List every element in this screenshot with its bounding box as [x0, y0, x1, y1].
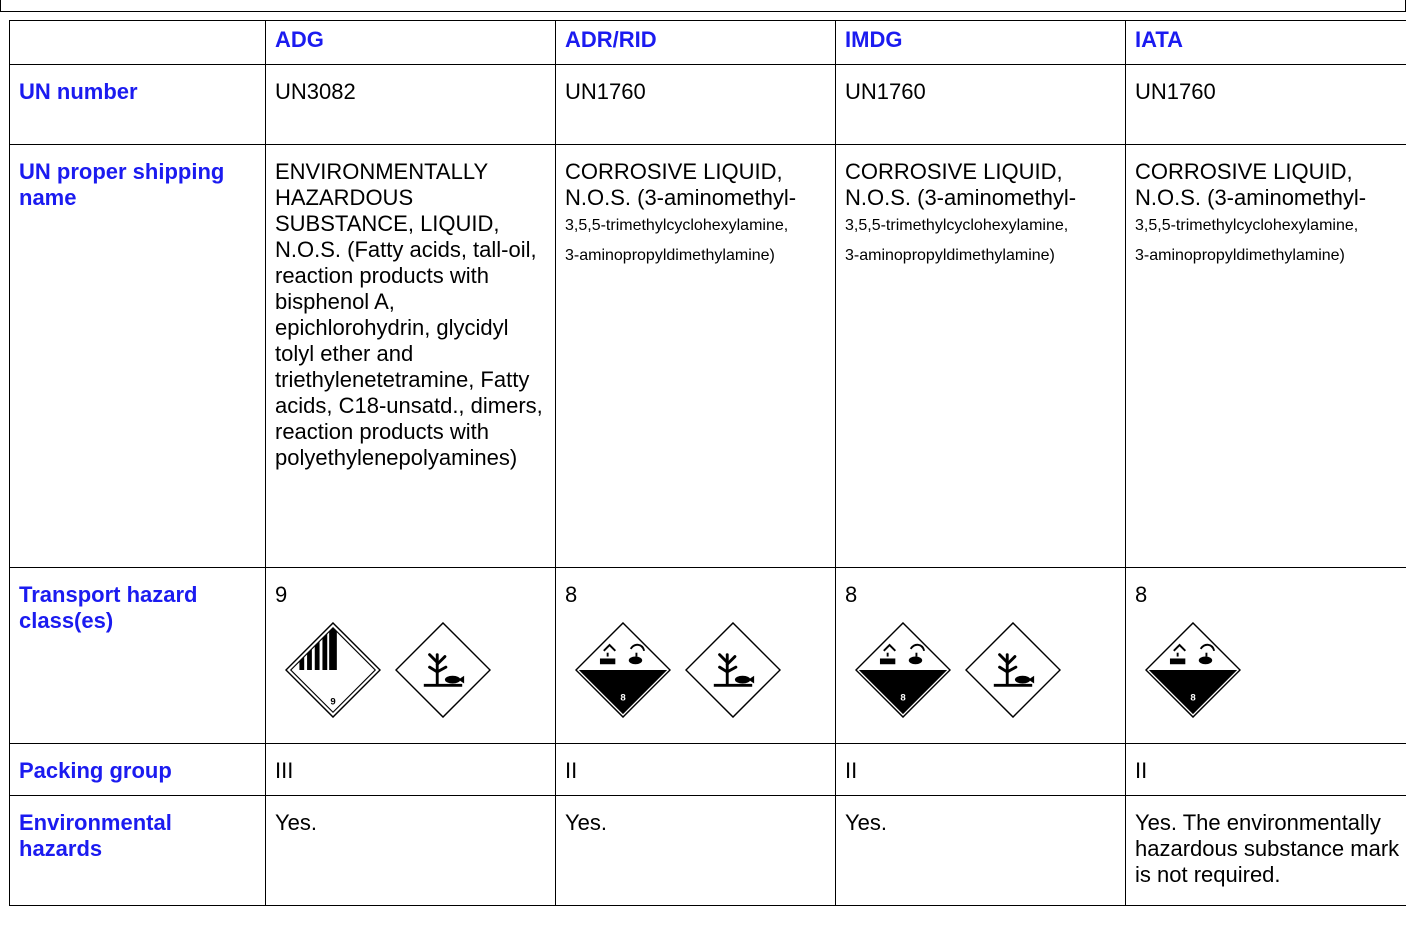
class-8-corrosive-placard-icon — [855, 622, 951, 718]
class-9-miscellaneous-placard-icon — [285, 622, 381, 718]
hazard-class-adg — [266, 568, 556, 744]
class-8-corrosive-placard-icon — [1145, 622, 1241, 718]
placard-group — [1145, 622, 1406, 718]
row-label-environmental-hazards: Environmental hazards — [10, 796, 266, 906]
packing-group-imdg: II — [836, 744, 1126, 796]
shipping-name-main: CORROSIVE LIQUID, N.O.S. (3-aminomethyl- — [1135, 159, 1367, 210]
strip-left-border — [0, 0, 1, 12]
hazard-class-adr-rid — [556, 568, 836, 744]
env-hazards-iata: Yes. The environmentally hazardous substance mark is not required. — [1126, 796, 1406, 906]
class-8-corrosive-placard-icon — [575, 622, 671, 718]
row-label-proper-shipping-name: UN proper shipping name — [10, 145, 266, 568]
table-row-proper-shipping-name — [10, 145, 1406, 568]
shipping-name-chemical-1: 3,5,5-trimethylcyclohexylamine, — [565, 217, 789, 234]
hazard-class-value: 9 — [275, 582, 288, 607]
table-row-packing-group — [10, 744, 1406, 796]
shipping-name-chemical-2: 3-aminopropyldimethylamine) — [845, 247, 1055, 264]
env-hazards-adg: Yes. — [266, 796, 556, 906]
shipping-name-chemical-1: 3,5,5-trimethylcyclohexylamine, — [1135, 217, 1359, 234]
shipping-name-chemical-2: 3-aminopropyldimethylamine) — [565, 247, 775, 264]
placard-group — [855, 622, 1117, 718]
env-hazards-adr-rid: Yes. — [556, 796, 836, 906]
svg-text:8: 8 — [900, 692, 906, 704]
hazard-class-imdg — [836, 568, 1126, 744]
shipping-name-iata — [1126, 145, 1406, 568]
placard-group — [285, 622, 547, 718]
column-header-imdg: IMDG — [836, 21, 1126, 65]
un-number-adg: UN3082 — [266, 65, 556, 145]
transport-information-table — [9, 20, 1406, 906]
top-strip — [0, 0, 1406, 12]
shipping-name-chemical-1: 3,5,5-trimethylcyclohexylamine, — [845, 217, 1069, 234]
hazard-class-value: 8 — [565, 582, 578, 607]
shipping-name-imdg — [836, 145, 1126, 568]
packing-group-iata: II — [1126, 744, 1406, 796]
svg-text:8: 8 — [620, 692, 626, 704]
svg-text:8: 8 — [1190, 692, 1196, 704]
hazard-class-value: 8 — [1135, 582, 1148, 607]
empty-corner-cell — [10, 21, 266, 65]
svg-text:9: 9 — [330, 696, 336, 708]
placard-group — [575, 622, 827, 718]
column-header-adr-rid: ADR/RID — [556, 21, 836, 65]
environmental-hazard-placard-icon — [965, 622, 1061, 718]
table-row-un-number — [10, 65, 1406, 145]
packing-group-adr-rid: II — [556, 744, 836, 796]
hazard-class-value: 8 — [845, 582, 858, 607]
shipping-name-main: CORROSIVE LIQUID, N.O.S. (3-aminomethyl- — [845, 159, 1077, 210]
header-row — [10, 21, 1406, 65]
row-label-hazard-class: Transport hazard class(es) — [10, 568, 266, 744]
shipping-name-adr-rid — [556, 145, 836, 568]
un-number-adr-rid: UN1760 — [556, 65, 836, 145]
table-row-hazard-class — [10, 568, 1406, 744]
un-number-imdg: UN1760 — [836, 65, 1126, 145]
shipping-name-main: CORROSIVE LIQUID, N.O.S. (3-aminomethyl- — [565, 159, 797, 210]
table-row-environmental-hazards — [10, 796, 1406, 906]
column-header-iata: IATA — [1126, 21, 1406, 65]
un-number-iata: UN1760 — [1126, 65, 1406, 145]
shipping-name-adg: ENVIRONMENTALLY HAZARDOUS SUBSTANCE, LIQUID, N.O.S. (Fatty acids, tall-oil, reaction products with bisphenol A, epichlorohydrin, glycidyl tolyl ether and triethylenetetramine, Fatty acids, C18-unsatd., dimers, reaction products with polyethylenepolyamines) — [266, 145, 556, 568]
row-label-un-number: UN number — [10, 65, 266, 145]
packing-group-adg: III — [266, 744, 556, 796]
shipping-name-chemical-2: 3-aminopropyldimethylamine) — [1135, 247, 1345, 264]
environmental-hazard-placard-icon — [395, 622, 491, 718]
row-label-packing-group: Packing group — [10, 744, 266, 796]
column-header-adg: ADG — [266, 21, 556, 65]
hazard-class-iata — [1126, 568, 1406, 744]
environmental-hazard-placard-icon — [685, 622, 781, 718]
env-hazards-imdg: Yes. — [836, 796, 1126, 906]
